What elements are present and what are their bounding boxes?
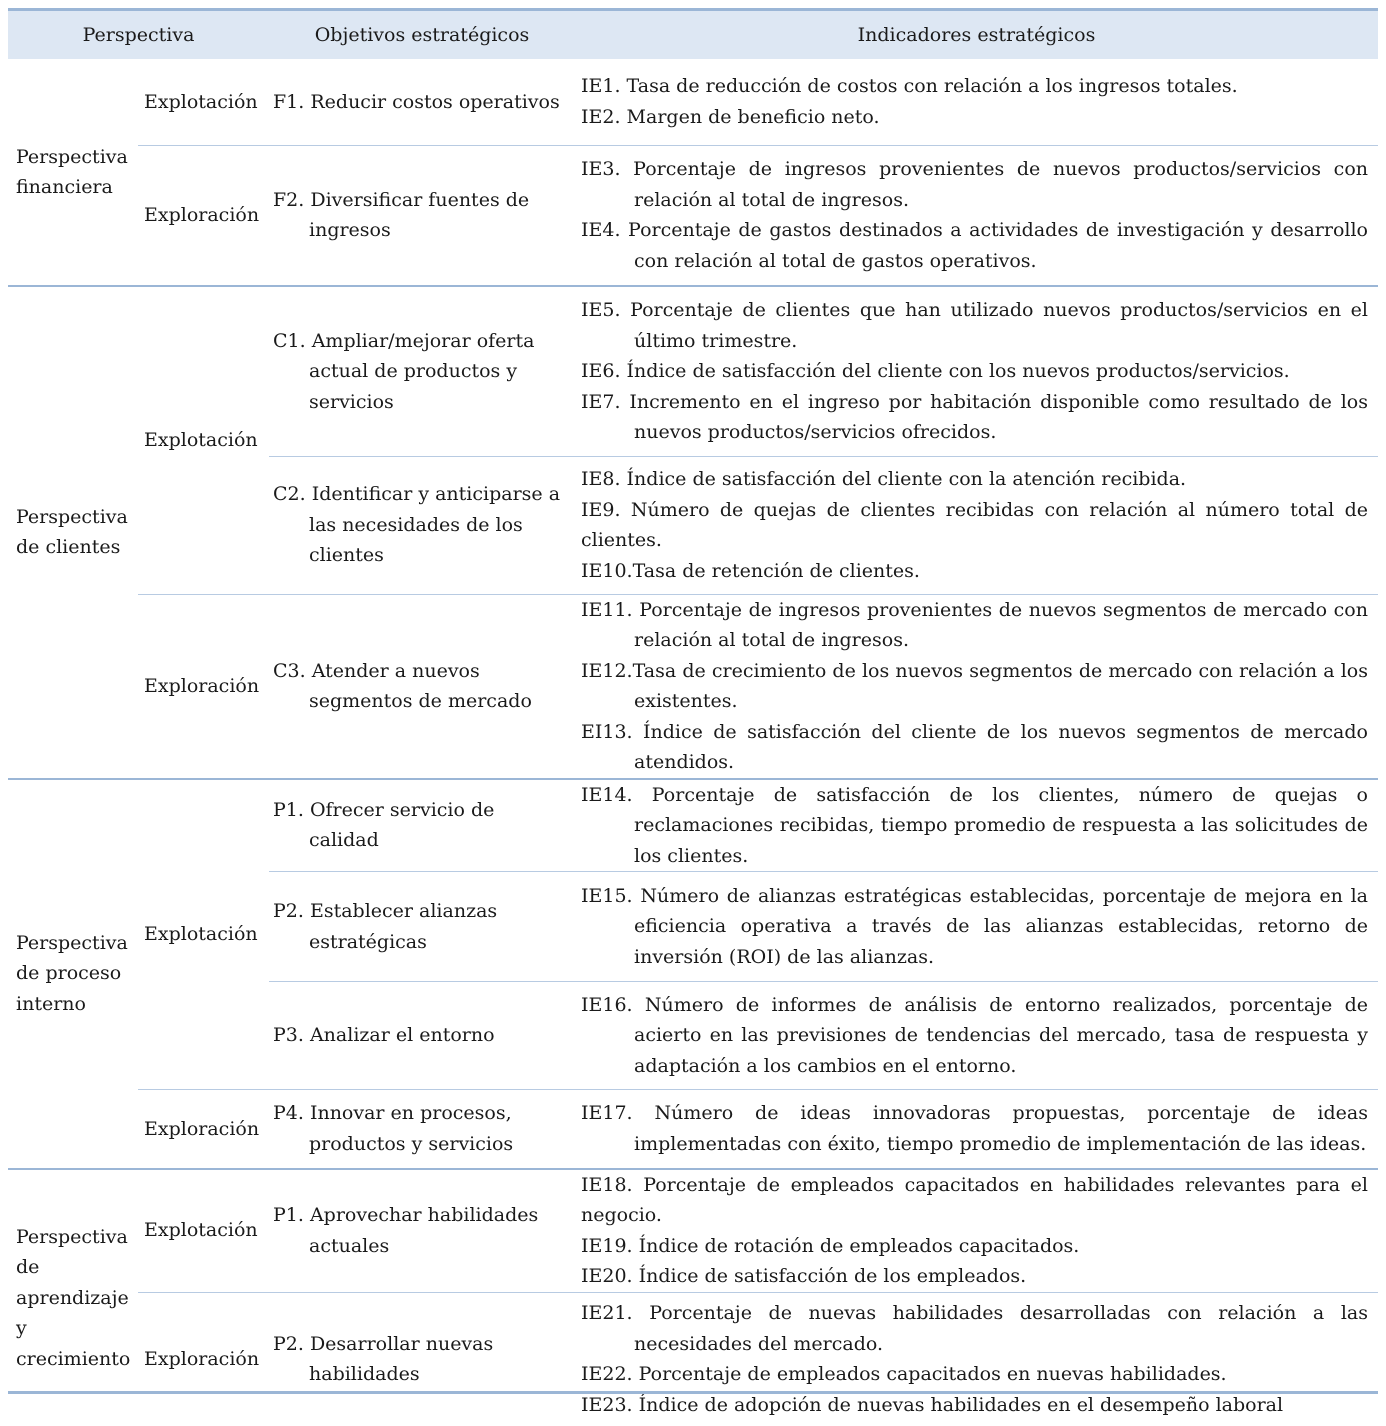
- table-row: [8, 286, 1378, 456]
- objective-text: C2. Identificar y anticiparse a las necesidades de los clientes: [273, 479, 567, 571]
- type-cell: Exploración: [138, 1090, 269, 1169]
- table-row: [8, 1090, 1378, 1169]
- objective-text: P3. Analizar el entorno: [273, 1020, 567, 1051]
- header-indicadores: Indicadores estratégicos: [575, 11, 1378, 59]
- perspective-financiera: Perspectiva financiera: [8, 59, 138, 286]
- objective-text: C1. Ampliar/mejorar oferta actual de productos y servicios: [273, 326, 567, 418]
- objective-text: C3. Atender a nuevos segmentos de mercado: [273, 656, 567, 717]
- indicator-ie13: EI13. Índice de satisfacción del cliente de los nuevos segmentos de mercado atendidos.: [581, 717, 1368, 778]
- objective-p1: [269, 779, 575, 872]
- bottom-rule: [8, 1391, 1378, 1394]
- indicators-cell: [575, 1292, 1378, 1426]
- header-objetivos: Objetivos estratégicos: [269, 11, 575, 59]
- indicator-ie18: IE18. Porcentaje de empleados capacitados en habilidades relevantes para el negocio.: [581, 1170, 1368, 1231]
- perspective-clientes: Perspectiva de clientes: [8, 286, 138, 779]
- table-row: [8, 594, 1378, 779]
- table-row: [8, 1292, 1378, 1426]
- objective-a1: [269, 1169, 575, 1293]
- type-cell: Explotación: [138, 59, 269, 145]
- indicators-cell: [575, 286, 1378, 456]
- objective-text: P2. Establecer alianzas estratégicas: [273, 896, 567, 957]
- indicators-cell: [575, 456, 1378, 594]
- indicators-cell: [575, 872, 1378, 982]
- indicator-ie7: IE7. Incremento en el ingreso por habitación disponible como resultado de los nuevos productos/servicios ofrecidos.: [581, 387, 1368, 448]
- indicators-cell: [575, 59, 1378, 145]
- objective-text: P1. Ofrecer servicio de calidad: [273, 795, 567, 856]
- indicator-ie14: IE14. Porcentaje de satisfacción de los clientes, número de quejas o reclamaciones recibidas, tiempo promedio de respuesta a las solicitudes de los clientes.: [581, 780, 1368, 872]
- objective-f1: [269, 59, 575, 145]
- objective-text: P2. Desarrollar nuevas habilidades: [273, 1329, 567, 1390]
- indicator-ie21: IE21. Porcentaje de nuevas habilidades desarrolladas con relación a las necesidades del mercado.: [581, 1298, 1368, 1359]
- objective-c2: [269, 456, 575, 594]
- header-row: [8, 11, 1378, 59]
- type-cell: Explotación: [138, 779, 269, 1090]
- perspective-proceso: Perspectiva de proceso interno: [8, 779, 138, 1169]
- table-row: [8, 59, 1378, 145]
- indicator-ie9: IE9. Número de quejas de clientes recibidas con relación al número total de clientes.: [581, 495, 1368, 556]
- indicator-ie2: IE2. Margen de beneficio neto.: [581, 102, 1368, 133]
- type-cell: Exploración: [138, 1292, 269, 1426]
- indicator-ie3: IE3. Porcentaje de ingresos provenientes de nuevos productos/servicios con relación al total de ingresos.: [581, 154, 1368, 215]
- indicator-ie10: IE10.Tasa de retención de clientes.: [581, 556, 1368, 587]
- strategy-map-table: [8, 11, 1378, 1426]
- table-row: [8, 145, 1378, 286]
- indicator-ie1: IE1. Tasa de reducción de costos con relación a los ingresos totales.: [581, 71, 1368, 102]
- indicators-cell: [575, 1090, 1378, 1169]
- indicator-ie12: IE12.Tasa de crecimiento de los nuevos segmentos de mercado con relación a los existentes.: [581, 656, 1368, 717]
- objective-text: F2. Diversificar fuentes de ingresos: [273, 185, 567, 246]
- objective-c3: [269, 594, 575, 779]
- indicator-ie8: IE8. Índice de satisfacción del cliente con la atención recibida.: [581, 464, 1368, 495]
- objective-p3: [269, 982, 575, 1090]
- indicator-ie6: IE6. Índice de satisfacción del cliente con los nuevos productos/servicios.: [581, 356, 1368, 387]
- indicator-ie5: IE5. Porcentaje de clientes que han utilizado nuevos productos/servicios en el último trimestre.: [581, 295, 1368, 356]
- header-perspectiva: Perspectiva: [8, 11, 269, 59]
- indicator-ie15: IE15. Número de alianzas estratégicas establecidas, porcentaje de mejora en la eficiencia operativa a través de las alianzas establecidas, retorno de inversión (ROI) de las alianzas.: [581, 881, 1368, 973]
- objective-p4: [269, 1090, 575, 1169]
- indicators-cell: [575, 594, 1378, 779]
- table-row: [8, 1169, 1378, 1293]
- type-cell: Exploración: [138, 145, 269, 286]
- type-cell: Exploración: [138, 594, 269, 779]
- table-row: [8, 779, 1378, 872]
- indicator-ie22: IE22. Porcentaje de empleados capacitados en nuevas habilidades.: [581, 1359, 1368, 1390]
- objective-text: P4. Innovar en procesos, productos y servicios: [273, 1098, 567, 1159]
- objective-c1: [269, 286, 575, 456]
- type-cell: Explotación: [138, 286, 269, 594]
- objective-text: P1. Aprovechar habilidades actuales: [273, 1200, 567, 1261]
- indicators-cell: [575, 145, 1378, 286]
- type-cell: Explotación: [138, 1169, 269, 1293]
- indicator-ie16: IE16. Número de informes de análisis de entorno realizados, porcentaje de acierto en las previsiones de tendencias del mercado, tasa de respuesta y adaptación a los cambios en el entorno.: [581, 990, 1368, 1082]
- indicators-cell: [575, 982, 1378, 1090]
- indicator-ie19: IE19. Índice de rotación de empleados capacitados.: [581, 1231, 1368, 1262]
- indicator-ie11: IE11. Porcentaje de ingresos provenientes de nuevos segmentos de mercado con relación al total de ingresos.: [581, 595, 1368, 656]
- indicator-ie20: IE20. Índice de satisfacción de los empleados.: [581, 1261, 1368, 1292]
- objective-a2: [269, 1292, 575, 1426]
- indicator-ie4: IE4. Porcentaje de gastos destinados a actividades de investigación y desarrollo con relación al total de gastos operativos.: [581, 215, 1368, 276]
- objective-p2: [269, 872, 575, 982]
- indicator-ie17: IE17. Número de ideas innovadoras propuestas, porcentaje de ideas implementadas con éxito, tiempo promedio de implementación de las ideas.: [581, 1098, 1368, 1159]
- indicators-cell: [575, 779, 1378, 872]
- objective-text: F1. Reducir costos operativos: [273, 87, 567, 118]
- objective-f2: [269, 145, 575, 286]
- perspective-aprendizaje: Perspectiva de aprendizaje y crecimiento: [8, 1169, 138, 1426]
- indicator-ie23: IE23. Índice de adopción de nuevas habilidades en el desempeño laboral: [581, 1390, 1368, 1421]
- indicators-cell: [575, 1169, 1378, 1293]
